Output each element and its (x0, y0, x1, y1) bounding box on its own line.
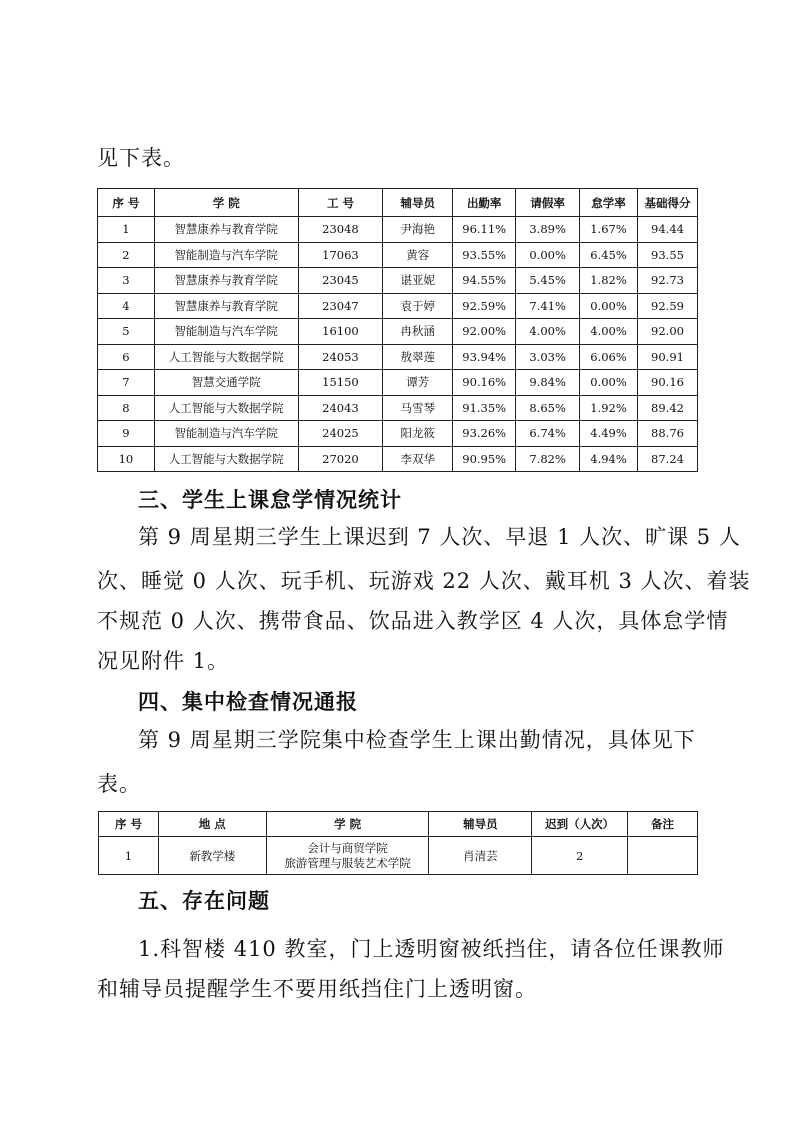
cell-base-score: 92.00 (638, 319, 698, 345)
cell-staff-id: 24053 (298, 344, 383, 370)
section-3-line-2: 次、睡觉 0 人次、玩手机、玩游戏 22 人次、戴耳机 3 人次、着装 (97, 569, 751, 593)
header-location: 地 点 (158, 812, 266, 837)
section-5-line-1: 1.科智楼 410 教室，门上透明窗被纸挡住，请各位任课教师 (138, 937, 725, 961)
section-3-line-3: 不规范 0 人次、携带食品、饮品进入教学区 4 人次，具体怠学情 (97, 609, 729, 633)
cell-counselor: 谌亚妮 (383, 268, 453, 294)
cell-attendance-rate: 93.26% (453, 421, 516, 447)
cell-counselor: 肖清芸 (429, 837, 532, 875)
cell-truancy-rate: 1.67% (580, 217, 638, 243)
cell-truancy-rate: 1.82% (580, 268, 638, 294)
section-5-heading: 五、存在问题 (138, 889, 270, 913)
cell-leave-rate: 3.03% (516, 344, 580, 370)
counselor-ranking-table (97, 188, 698, 472)
cell-index: 6 (98, 344, 155, 370)
cell-college: 智慧康养与教育学院 (154, 293, 298, 319)
header-truancy-rate: 怠学率 (580, 189, 638, 217)
header-counselor: 辅导员 (429, 812, 532, 837)
cell-counselor: 阳龙筱 (383, 421, 453, 447)
section-5-line-2: 和辅导员提醒学生不要用纸挡住门上透明窗。 (97, 977, 537, 1001)
header-counselor: 辅导员 (383, 189, 453, 217)
cell-base-score: 89.42 (638, 395, 698, 421)
cell-counselor: 李双华 (383, 446, 453, 472)
cell-college: 智慧交通学院 (154, 370, 298, 396)
header-base-score: 基础得分 (638, 189, 698, 217)
cell-truancy-rate: 4.49% (580, 421, 638, 447)
college-name: 旅游管理与服装艺术学院 (284, 855, 411, 870)
cell-leave-rate: 7.41% (516, 293, 580, 319)
cell-index: 1 (98, 217, 155, 243)
cell-leave-rate: 8.65% (516, 395, 580, 421)
cell-leave-rate: 9.84% (516, 370, 580, 396)
table-row (98, 217, 698, 243)
cell-staff-id: 23047 (298, 293, 383, 319)
cell-counselor: 袁于婷 (383, 293, 453, 319)
cell-base-score: 88.76 (638, 421, 698, 447)
table-row (98, 319, 698, 345)
cell-staff-id: 27020 (298, 446, 383, 472)
header-late-count: 迟到（人次） (532, 812, 628, 837)
header-leave-rate: 请假率 (516, 189, 580, 217)
cell-colleges (266, 837, 429, 875)
cell-leave-rate: 3.89% (516, 217, 580, 243)
cell-truancy-rate: 1.92% (580, 395, 638, 421)
cell-index: 3 (98, 268, 155, 294)
header-staff-id: 工 号 (298, 189, 383, 217)
cell-base-score: 94.44 (638, 217, 698, 243)
section-4-heading: 四、集中检查情况通报 (138, 690, 358, 714)
cell-index: 1 (99, 837, 159, 875)
cell-attendance-rate: 90.95% (453, 446, 516, 472)
cell-staff-id: 24025 (298, 421, 383, 447)
cell-index: 10 (98, 446, 155, 472)
cell-staff-id: 15150 (298, 370, 383, 396)
cell-attendance-rate: 93.55% (453, 242, 516, 268)
cell-base-score: 92.59 (638, 293, 698, 319)
cell-college: 智慧康养与教育学院 (154, 217, 298, 243)
cell-college: 人工智能与大数据学院 (154, 344, 298, 370)
cell-counselor: 谭芳 (383, 370, 453, 396)
cell-attendance-rate: 92.59% (453, 293, 516, 319)
header-college: 学 院 (266, 812, 429, 837)
cell-index: 4 (98, 293, 155, 319)
cell-attendance-rate: 91.35% (453, 395, 516, 421)
cell-staff-id: 16100 (298, 319, 383, 345)
section-3-line-1: 第 9 周星期三学生上课迟到 7 人次、早退 1 人次、旷课 5 人 (138, 525, 741, 549)
section-3-heading: 三、学生上课怠学情况统计 (138, 488, 402, 512)
cell-counselor: 冉秋涵 (383, 319, 453, 345)
header-note: 备注 (628, 812, 698, 837)
header-college: 学 院 (154, 189, 298, 217)
cell-index: 8 (98, 395, 155, 421)
cell-attendance-rate: 92.00% (453, 319, 516, 345)
cell-counselor: 黄容 (383, 242, 453, 268)
header-index: 序 号 (98, 189, 155, 217)
cell-staff-id: 24043 (298, 395, 383, 421)
table-header-row (99, 812, 698, 837)
cell-truancy-rate: 0.00% (580, 370, 638, 396)
cell-attendance-rate: 94.55% (453, 268, 516, 294)
section-4-line-2: 表。 (97, 772, 141, 796)
cell-truancy-rate: 6.45% (580, 242, 638, 268)
header-index: 序 号 (99, 812, 159, 837)
cell-attendance-rate: 96.11% (453, 217, 516, 243)
cell-staff-id: 23045 (298, 268, 383, 294)
cell-base-score: 92.73 (638, 268, 698, 294)
table-row (98, 293, 698, 319)
table-row (99, 837, 698, 875)
table-row (98, 344, 698, 370)
cell-leave-rate: 6.74% (516, 421, 580, 447)
section-3-line-4: 况见附件 1。 (97, 649, 230, 673)
cell-base-score: 90.91 (638, 344, 698, 370)
cell-base-score: 87.24 (638, 446, 698, 472)
cell-leave-rate: 7.82% (516, 446, 580, 472)
table-row (98, 370, 698, 396)
cell-staff-id: 17063 (298, 242, 383, 268)
cell-college: 智能制造与汽车学院 (154, 319, 298, 345)
cell-index: 9 (98, 421, 155, 447)
cell-index: 5 (98, 319, 155, 345)
cell-leave-rate: 5.45% (516, 268, 580, 294)
cell-base-score: 90.16 (638, 370, 698, 396)
cell-college: 智能制造与汽车学院 (154, 421, 298, 447)
cell-index: 2 (98, 242, 155, 268)
cell-counselor: 敖翠莲 (383, 344, 453, 370)
header-attendance-rate: 出勤率 (453, 189, 516, 217)
cell-location: 新教学楼 (158, 837, 266, 875)
cell-truancy-rate: 4.00% (580, 319, 638, 345)
table-row (98, 268, 698, 294)
cell-college: 智慧康养与教育学院 (154, 268, 298, 294)
cell-college: 人工智能与大数据学院 (154, 446, 298, 472)
cell-note (628, 837, 698, 875)
intro-text: 见下表。 (97, 146, 185, 170)
inspection-table (98, 811, 698, 875)
cell-leave-rate: 0.00% (516, 242, 580, 268)
cell-attendance-rate: 93.94% (453, 344, 516, 370)
cell-truancy-rate: 0.00% (580, 293, 638, 319)
cell-attendance-rate: 90.16% (453, 370, 516, 396)
cell-late-count: 2 (532, 837, 628, 875)
cell-counselor: 马雪琴 (383, 395, 453, 421)
table-row (98, 446, 698, 472)
cell-index: 7 (98, 370, 155, 396)
section-4-line-1: 第 9 周星期三学院集中检查学生上课出勤情况，具体见下 (138, 728, 696, 752)
cell-truancy-rate: 6.06% (580, 344, 638, 370)
college-name: 会计与商贸学院 (307, 840, 388, 855)
table-header-row (98, 189, 698, 217)
cell-counselor: 尹海艳 (383, 217, 453, 243)
cell-staff-id: 23048 (298, 217, 383, 243)
cell-college: 人工智能与大数据学院 (154, 395, 298, 421)
table-row (98, 242, 698, 268)
table-row (98, 395, 698, 421)
table-row (98, 421, 698, 447)
cell-college: 智能制造与汽车学院 (154, 242, 298, 268)
cell-leave-rate: 4.00% (516, 319, 580, 345)
cell-base-score: 93.55 (638, 242, 698, 268)
cell-truancy-rate: 4.94% (580, 446, 638, 472)
